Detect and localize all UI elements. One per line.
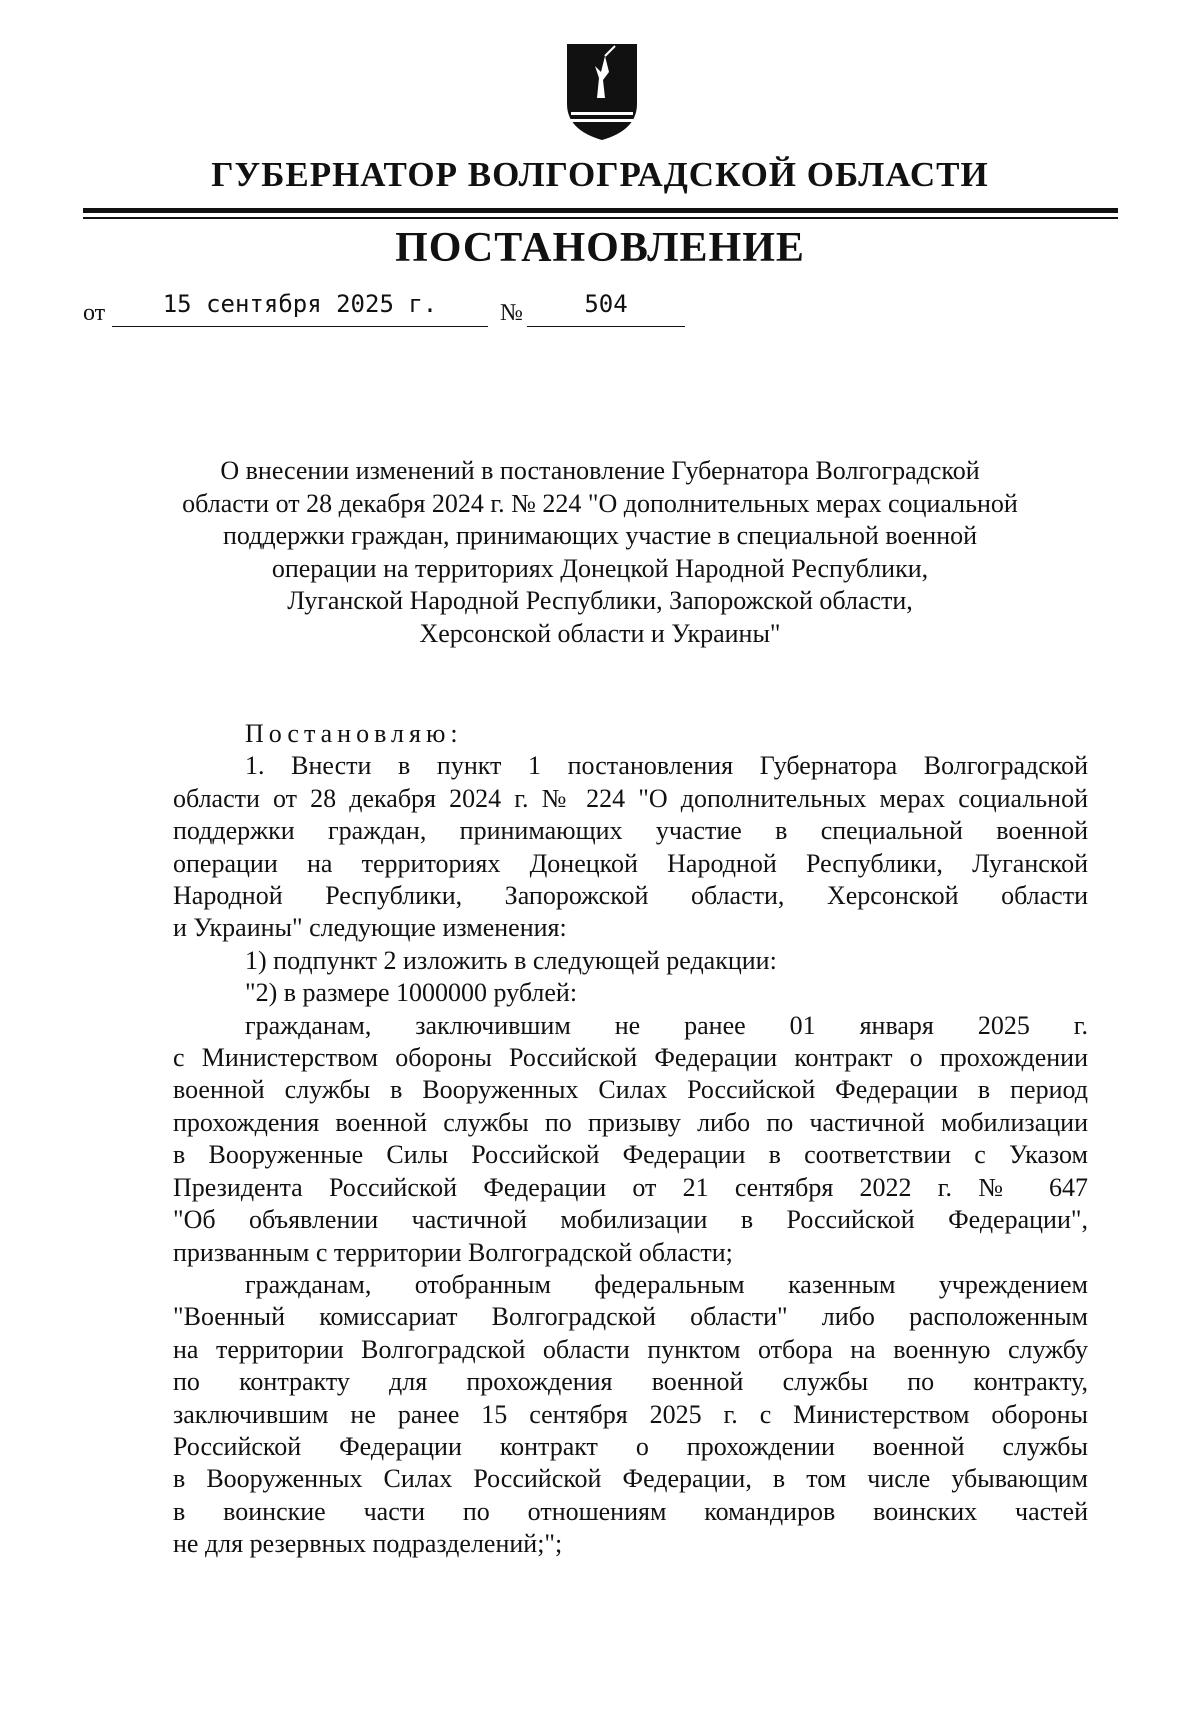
paragraph-line: Президента Российской Федерации от 21 сентября 2022 г. № 647 <box>173 1172 1088 1202</box>
document-title <box>150 455 1050 651</box>
paragraph-line: прохождения военной службы по призыву либо по частичной мобилизации <box>173 1107 1088 1137</box>
subpoint-line: 1) подпункт 2 изложить в следующей редакции: <box>245 945 777 975</box>
paragraph-line: в воинские части по отношениям командиров воинских частей <box>173 1496 1088 1526</box>
paragraph-line: гражданам, заключившим не ранее 01 января 2025 г. <box>245 1010 1088 1040</box>
issuing-authority: ГУБЕРНАТОР ВОЛГОГРАДСКОЙ ОБЛАСТИ <box>211 155 989 194</box>
paragraph-line: Российской Федерации контракт о прохождении военной службы <box>173 1431 1088 1461</box>
date-underline <box>112 326 488 327</box>
coat-of-arms-emblem <box>565 42 639 142</box>
date-prefix: от <box>83 300 106 326</box>
header-rule-thin <box>83 217 1118 219</box>
paragraph-line: "Об объявлении частичной мобилизации в Российской Федерации", <box>173 1205 1088 1235</box>
resolve-word: Постановляю: <box>245 719 463 748</box>
paragraph-line: военной службы в Вооруженных Силах Российской Федерации в период <box>173 1075 1088 1105</box>
paragraph-line: с Министерством обороны Российской Федерации контракт о прохождении <box>173 1043 1088 1073</box>
header-rule-thick <box>83 208 1118 213</box>
title-line: Херсонской области и Украины" <box>419 618 781 648</box>
title-line: поддержки граждан, принимающих участие в специальной военной <box>222 521 978 551</box>
title-line: О внесении изменений в постановление Губернатора Волгоградской <box>220 456 980 485</box>
paragraph-line: заключившим не ранее 15 сентября 2025 г. с Министерством обороны <box>173 1399 1088 1429</box>
paragraph-line: поддержки граждан, принимающих участие в специальной военной <box>173 816 1088 846</box>
subpoint-line: "2) в размере 1000000 рублей: <box>245 978 578 1008</box>
number-label: № <box>500 300 523 326</box>
title-line: Луганской Народной Республики, Запорожской области, <box>287 586 913 616</box>
paragraph-line: не для резервных подразделений;"; <box>173 1529 563 1559</box>
paragraph-line: области от 28 декабря 2024 г. № 224 "О дополнительных мерах социальной <box>173 783 1088 813</box>
paragraph-line: в Вооруженных Силах Российской Федерации, в том числе убывающим <box>173 1464 1088 1494</box>
document-body <box>173 718 1088 1561</box>
document-number: 504 <box>584 290 628 318</box>
paragraph-line: Народной Республики, Запорожской области, Херсонской области <box>173 881 1088 911</box>
paragraph-line: в Вооруженные Силы Российской Федерации в соответствии с Указом <box>173 1140 1088 1170</box>
paragraph-line: "Военный комиссариат Волгоградской области" либо расположенным <box>173 1302 1088 1332</box>
paragraph-line: призванным с территории Волгоградской области; <box>173 1237 733 1267</box>
paragraph-line: гражданам, отобранным федеральным казенным учреждением <box>245 1269 1088 1299</box>
title-line: области от 28 декабря 2024 г. № 224 "О дополнительных мерах социальной <box>182 488 1018 518</box>
document-type: ПОСТАНОВЛЕНИЕ <box>395 225 805 271</box>
title-line: операции на территориях Донецкой Народной Республики, <box>271 553 929 583</box>
number-underline <box>527 326 685 327</box>
paragraph-line: и Украины" следующие изменения: <box>173 913 567 943</box>
paragraph-line: 1. Внести в пункт 1 постановления Губернатора Волгоградской <box>245 751 1088 781</box>
paragraph-line: на территории Волгоградской области пунктом отбора на военную службу <box>173 1334 1088 1364</box>
paragraph-line: операции на территориях Донецкой Народной Республики, Луганской <box>173 848 1088 878</box>
document-date: 15 сентября 2025 г. <box>162 290 438 318</box>
paragraph-line: по контракту для прохождения военной службы по контракту, <box>173 1367 1088 1397</box>
